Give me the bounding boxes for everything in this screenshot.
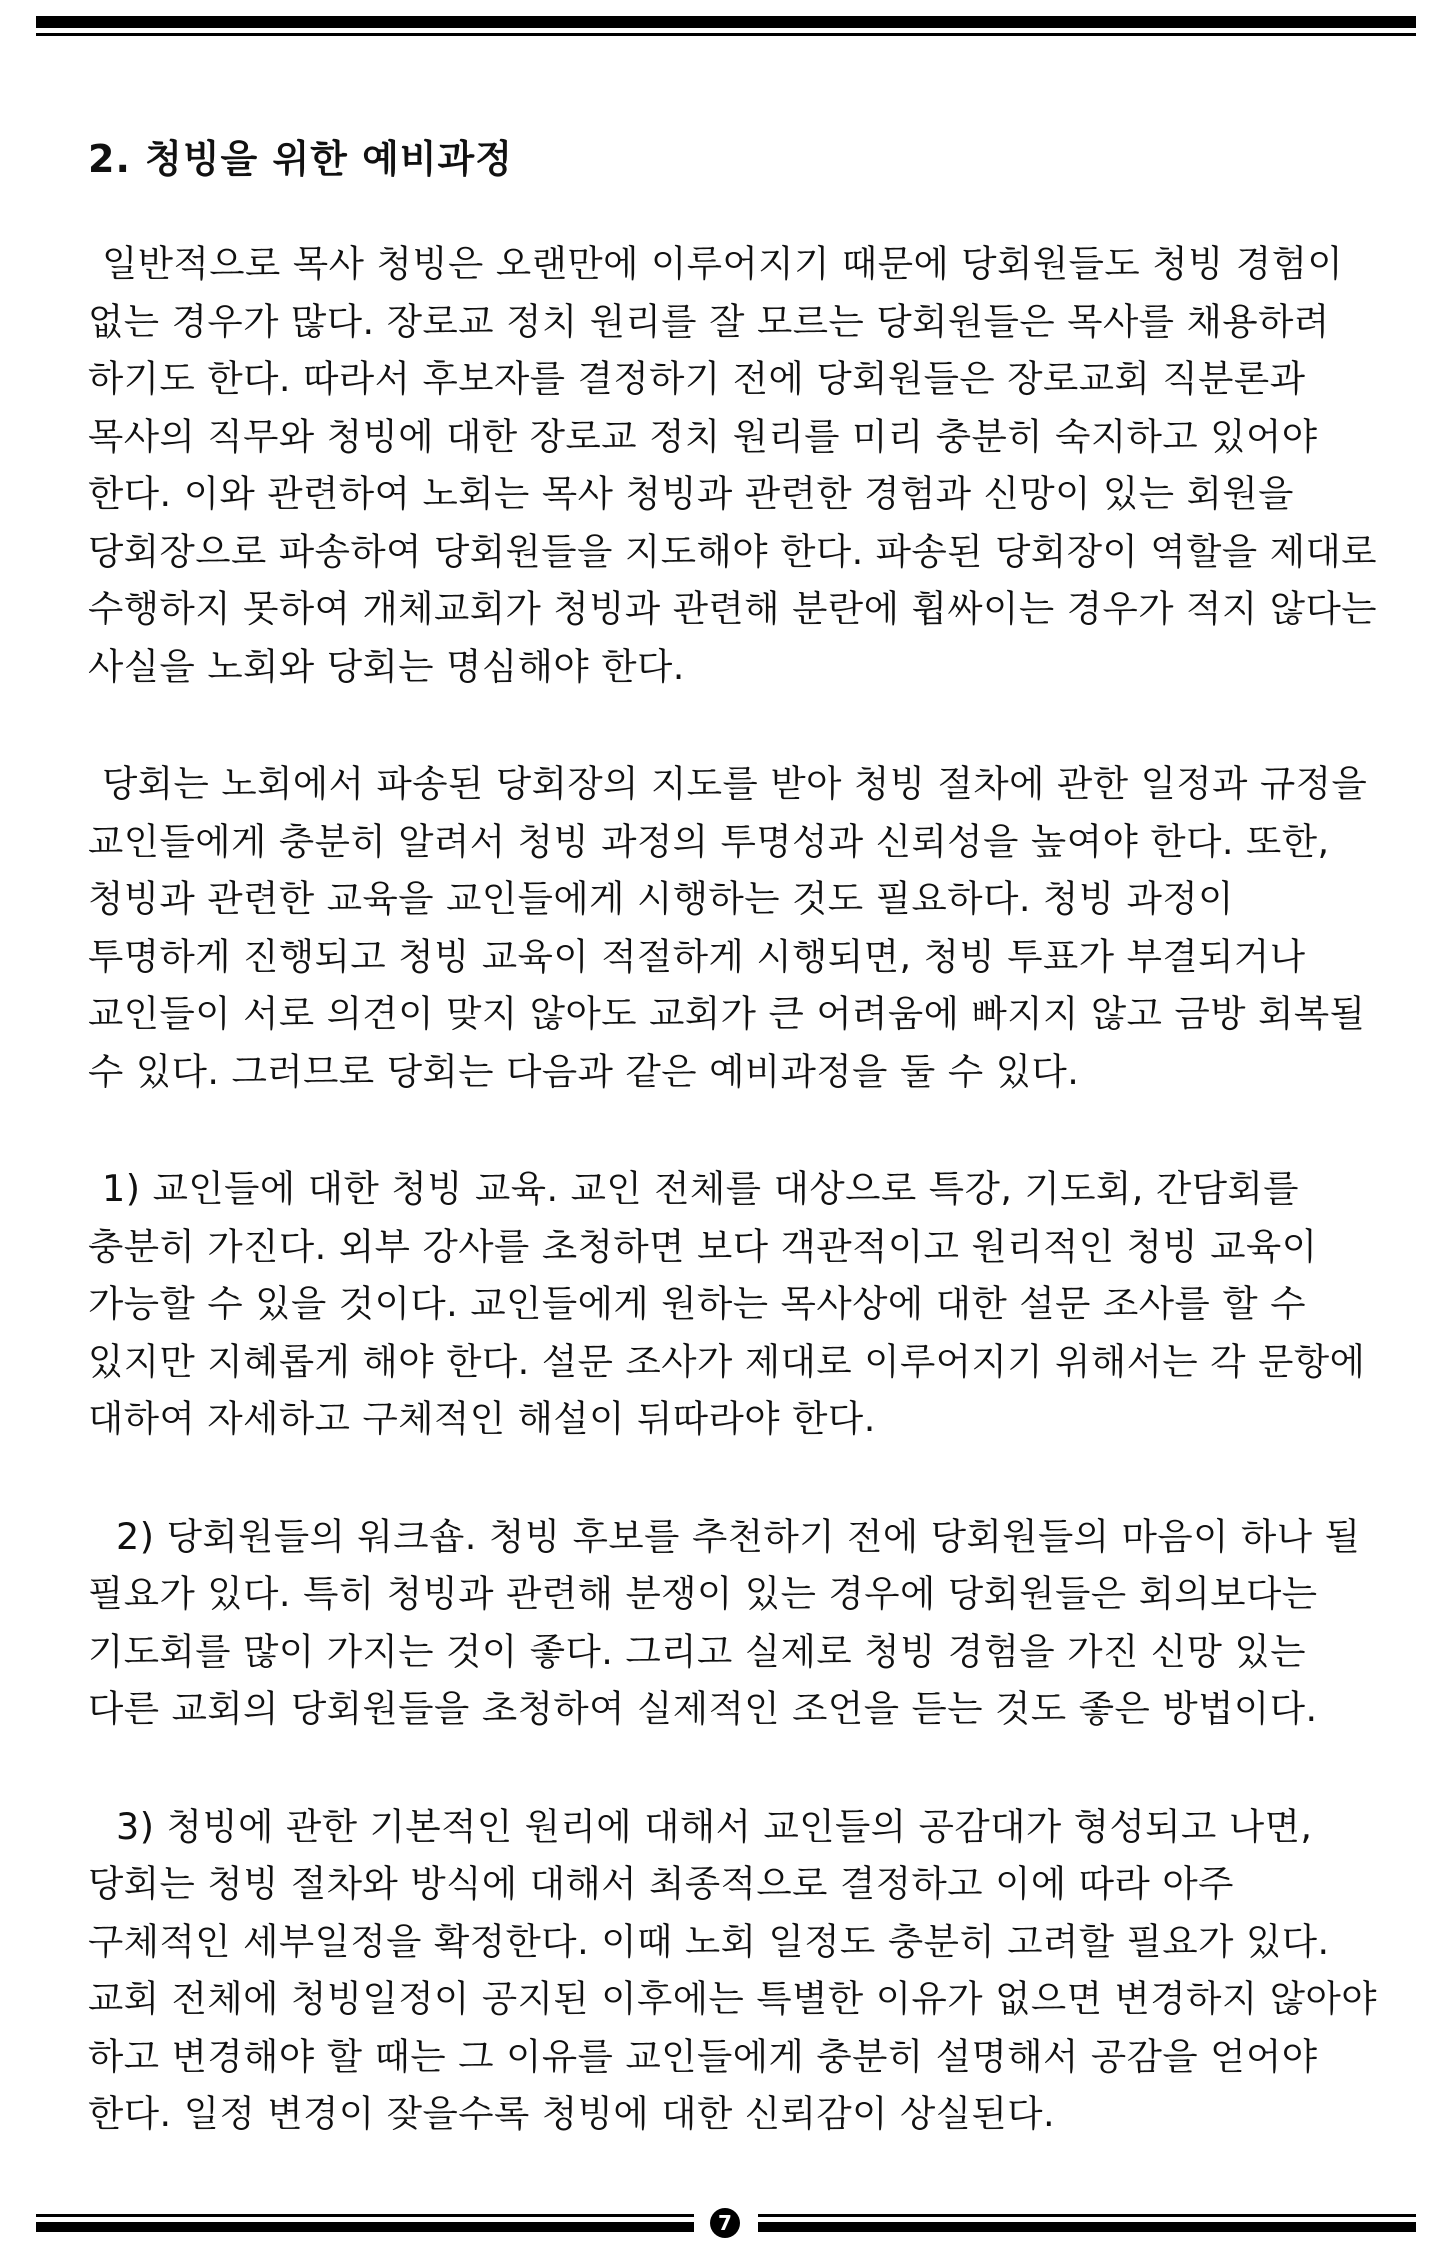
- section-heading: 2. 청빙을 위한 예비과정: [88, 137, 513, 181]
- top-double-rule: [36, 16, 1416, 36]
- page-content: [88, 128, 1388, 2203]
- paragraph-session-guidance: 당회는 노회에서 파송된 당회장의 지도를 받아 청빙 절차에 관한 일정과 규정을 교인들에게 충분히 알려서 청빙 과정의 투명성과 신뢰성을 높여야 한다. 또한, 청빙과 관련한 교육을 교인들에게 시행하는 것도 필요하다. 청빙 과정이 투명하게 진행되고 청빙 교육이 적절하게 시행되면, 청빙 투표가 부결되거나 교인들이 서로 의견이 맞지 않아도 교회가 큰 어려움에 빠지지 않고 금방 회복될 수 있다. 그러므로 당회는 다음과 같은 예비과정을 둘 수 있다.: [88, 762, 1368, 1093]
- paragraph-item-3-schedule: 3) 청빙에 관한 기본적인 원리에 대해서 교인들의 공감대가 형성되고 나면, 당회는 청빙 절차와 방식에 대해서 최종적으로 결정하고 이에 따라 아주 구체적인 세부일정을 확정한다. 이때 노회 일정도 충분히 고려할 필요가 있다. 교회 전체에 청빙일정이 공지된 이후에는 특별한 이유가 없으면 변경하지 않아야 하고 변경해야 할 때는 그 이유를 교인들에게 충분히 설명해서 공감을 얻어야 한다. 일정 변경이 잦을수록 청빙에 대한 신뢰감이 상실된다.: [88, 1804, 1377, 2135]
- page-number-badge: 7: [710, 2208, 740, 2238]
- bottom-rule-right: [758, 2214, 1416, 2232]
- bottom-double-rule: [36, 2211, 1416, 2242]
- paragraph-item-1-education: 1) 교인들에 대한 청빙 교육. 교인 전체를 대상으로 특강, 기도회, 간담회를 충분히 가진다. 외부 강사를 초청하면 보다 객관적이고 원리적인 청빙 교육이 가능할 수 있을 것이다. 교인들에게 원하는 목사상에 대한 설문 조사를 할 수 있지만 지혜롭게 해야 한다. 설문 조사가 제대로 이루어지기 위해서는 각 문항에 대하여 자세하고 구체적인 해설이 뒤따라야 한다.: [88, 1167, 1366, 1440]
- paragraph-item-2-workshop: 2) 당회원들의 워크숍. 청빙 후보를 추천하기 전에 당회원들의 마음이 하나 될 필요가 있다. 특히 청빙과 관련해 분쟁이 있는 경우에 당회원들은 회의보다는 기도회를 많이 가지는 것이 좋다. 그리고 실제로 청빙 경험을 가진 신망 있는 다른 교회의 당회원들을 초청하여 실제적인 조언을 듣는 것도 좋은 방법이다.: [88, 1514, 1361, 1730]
- paragraph-intro: 일반적으로 목사 청빙은 오랜만에 이루어지기 때문에 당회원들도 청빙 경험이 없는 경우가 많다. 장로교 정치 원리를 잘 모르는 당회원들은 목사를 채용하려 하기도 한다. 따라서 후보자를 결정하기 전에 당회원들은 장로교회 직분론과 목사의 직무와 청빙에 대한 장로교 정치 원리를 미리 충분히 숙지하고 있어야 한다. 이와 관련하여 노회는 목사 청빙과 관련한 경험과 신망이 있는 회원을 당회장으로 파송하여 당회원들을 지도해야 한다. 파송된 당회장이 역할을 제대로 수행하지 못하여 개체교회가 청빙과 관련해 분란에 휩싸이는 경우가 적지 않다는 사실을 노회와 당회는 명심해야 한다.: [88, 242, 1377, 688]
- bottom-rule-left: [36, 2214, 694, 2232]
